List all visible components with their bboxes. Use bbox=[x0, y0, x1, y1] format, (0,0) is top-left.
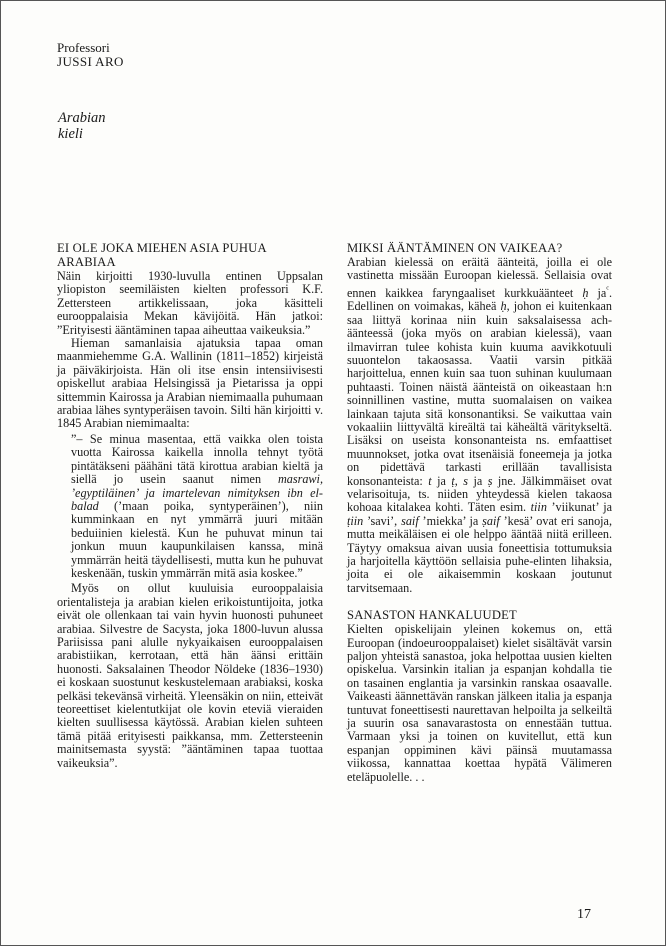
author-block bbox=[57, 41, 124, 69]
paragraph: Myös on ollut kuuluisia eurooppalaisia orientalisteja ja arabian kielen erikoistuntijoita, jotka eivät ole ollenkaan tai vain hyvin huonosti puhuneet arabiaa. Silvestre de Sacysta, joka 1800-luvun alussa Pariisissa pani alulle nykyaikaisen eurooppalaisen arabistiikan, kerrotaan, että hän äänsi erittäin huonosti. Saksalainen Theodor Nöldeke (1836–1930) ei koskaan suostunut keskustelemaan arabiaksi, koska pelkäsi tekevänsä virheitä. Yleensäkin on niin, etteivät teoreettiset kielentutkijat ole kovin eteviä vieraiden kielten suullisessa käytössä. Arabian kielen suhteen tämä pitää erityisesti paikkansa, mm. Zettersteenin mainitsemasta syystä: ”ääntäminen tapaa tuottaa vaikeuksia”. bbox=[57, 581, 323, 770]
text-run: ja bbox=[468, 473, 488, 488]
page-number: 17 bbox=[577, 907, 591, 922]
author-name: JUSSI ARO bbox=[57, 54, 124, 69]
article-title bbox=[58, 110, 106, 142]
example-word: ṭiin bbox=[347, 513, 364, 528]
paragraph: Hieman samanlaisia ajatuksia tapaa oman maanmiehemme G.A. Wallinin (1811–1852) kirjeistä ja päiväkirjoista. Hän oli itse ensin intensiivisesti opiskellut arabiaa Helsingissä ja Pietarissa ja oppi sittemmin Kairossa ja Arabian niemimaalla puhumaan arabiaa lähes syntyperäisen tavoin. Silti hän kirjoitti v. 1845 Arabian niemimaalta: bbox=[57, 336, 323, 431]
paragraph: Näin kirjoitti 1930-luvulla entinen Uppsalan yliopiston seemiläisten kielten professori K.F. Zettersteen artikkelissaan, joka käsitteli eurooppalaisia Mekan kävijöitä. Hän jatkoi: ”Erityisesti ääntäminen tapaa aiheuttaa vaikeuksia.” bbox=[57, 269, 323, 337]
text-run: jne. Jälkimmäiset ovat velarisoituja, ts. niiden yhteydessä kielen takaosa kohoaa kitalakea kohti. Täten esim. bbox=[347, 473, 613, 515]
title-line-2: kieli bbox=[58, 126, 83, 142]
text-run: ’miekka’ ja bbox=[418, 513, 483, 528]
block-quote bbox=[71, 433, 323, 580]
text-run: ja bbox=[431, 473, 452, 488]
phonetic-symbol: ḥ bbox=[500, 299, 507, 314]
text-run: ja bbox=[588, 285, 607, 300]
text-run: . Edellinen on voimakas, käheä bbox=[347, 285, 613, 314]
example-word: tiin bbox=[530, 500, 547, 515]
text-run: , bbox=[454, 473, 464, 488]
text-run: Arabian kielessä on eräitä äänteitä, joilla ei ole vastinetta missään Euroopan kielessä. Sellaisia ovat ennen kaikkea faryngaaliset kurkkuäänteet bbox=[347, 255, 612, 300]
section-heading: EI OLE JOKA MIEHEN ASIA PUHUA ARABIAA bbox=[57, 241, 267, 269]
phonetic-symbol: t bbox=[428, 473, 432, 488]
quote-text: ”– Se minua masentaa, että vaikka olen toista vuotta Kairossa kaikella innolla tehnyt työtä pintätäkseni päähäni tätä kirottua arabian kieltä ja siellä jo usein saanut nimen bbox=[71, 431, 323, 487]
author-role: Professori bbox=[57, 40, 110, 55]
example-word: ṣaif bbox=[482, 513, 500, 528]
phonetic-symbol: s bbox=[463, 473, 469, 488]
section-heading: SANASTON HANKALUUDET bbox=[347, 608, 517, 623]
phonetic-symbol: ᶜ bbox=[606, 283, 609, 295]
right-column bbox=[347, 241, 612, 784]
title-line-1: Arabian bbox=[58, 110, 106, 126]
text-run: ’viikunat’ ja bbox=[546, 500, 612, 515]
phonetic-symbol: ṣ bbox=[487, 473, 493, 488]
phonetic-symbol: ṭ bbox=[451, 473, 455, 488]
left-column bbox=[57, 241, 323, 770]
text-run: ’kesä’ ovat eri sanoja, mutta meikäläisen ei ole helppo ääntää niitä erilleen. Täytyy omaksua aivan uusia foneettisia tottumuksia ja harjoitella käyttöön sellaisia puhe-elinten lihaksia, joita ei ole aikaisemmin koskaan joutunut tarvitsemaan. bbox=[347, 513, 613, 595]
quote-italic: masrawi, ’egyptiläinen’ ja imartelevan nimityksen ibn el-balad bbox=[71, 472, 323, 513]
text-run: ’savi’, bbox=[363, 513, 402, 528]
phonetic-symbol: ḥ bbox=[582, 285, 589, 300]
paragraph bbox=[347, 256, 612, 595]
text-run: , johon ei kuitenkaan saa liittyä korinaa niin kuin saksalaisessa ach-äänteessä (joka myös on arabian kielessä), vaan ilmavirran tulee kohista kuin kuuma aavikkotuuli suuontelon takaosassa. Vaatii varsin pitkää harjoittelua, ennen kuin saa tuon suhinan kuulumaan puhtaasti. Toinen näistä äänteistä on oikeastaan h:n soinnillinen vastine, mutta suomalaisen on vaikea lainkaan tajuta sitä konsonantiksi. Se vaikuttaa vain vokaaliin liittyvältä kireältä tai käheältä väritykseltä. Lisäksi on useista konsonanteista ns. emfaattiset muunnokset, jotka ovat itsenäisiä foneemeja ja jotka on pidettävä tarkasti erillään tavallisista konsonanteista: bbox=[347, 299, 612, 488]
section-heading: MIKSI ÄÄNTÄMINEN ON VAIKEAA? bbox=[347, 241, 563, 255]
example-word: saif bbox=[401, 513, 419, 528]
paragraph: Kielten opiskelijain yleinen kokemus on, että Euroopan (indoeurooppalaiset) kielet sisältävät varsin paljon yhteistä sanastoa, joka helpottaa uusien kielten opiskelua. Varsinkin italian ja espanjan kohdalla tie on tasainen englantia ja varsinkin ranskaa osaavalle. Vaikeasti äännettävän ranskan jälkeen italia ja espanja tuntuvat foneettisesti naurettavan helpoilta ja selkeiltä ja suurin osa sanavarastosta on ennestään tuttua. Varmaan yksi ja toinen on kuvitellut, että kun espanjan oppiminen kävi päinsä muutamassa viikossa, kannattaa koettaa hypätä Välimeren eteläpuolelle. . . bbox=[347, 622, 612, 784]
quote-text: (’maan poika, syntyperäinen’), niin kumminkaan en nyt ymmärrä juuri mitään beduiinien kielestä. Kun he puhuvat minun tai jonkun muun kaupunkilaisen kanssa, minä ymmärrän heitä täydellisesti, mutta kun he puhuvat keskenään, tuskin ymmärrän mitä asia koskee.” bbox=[71, 498, 323, 580]
